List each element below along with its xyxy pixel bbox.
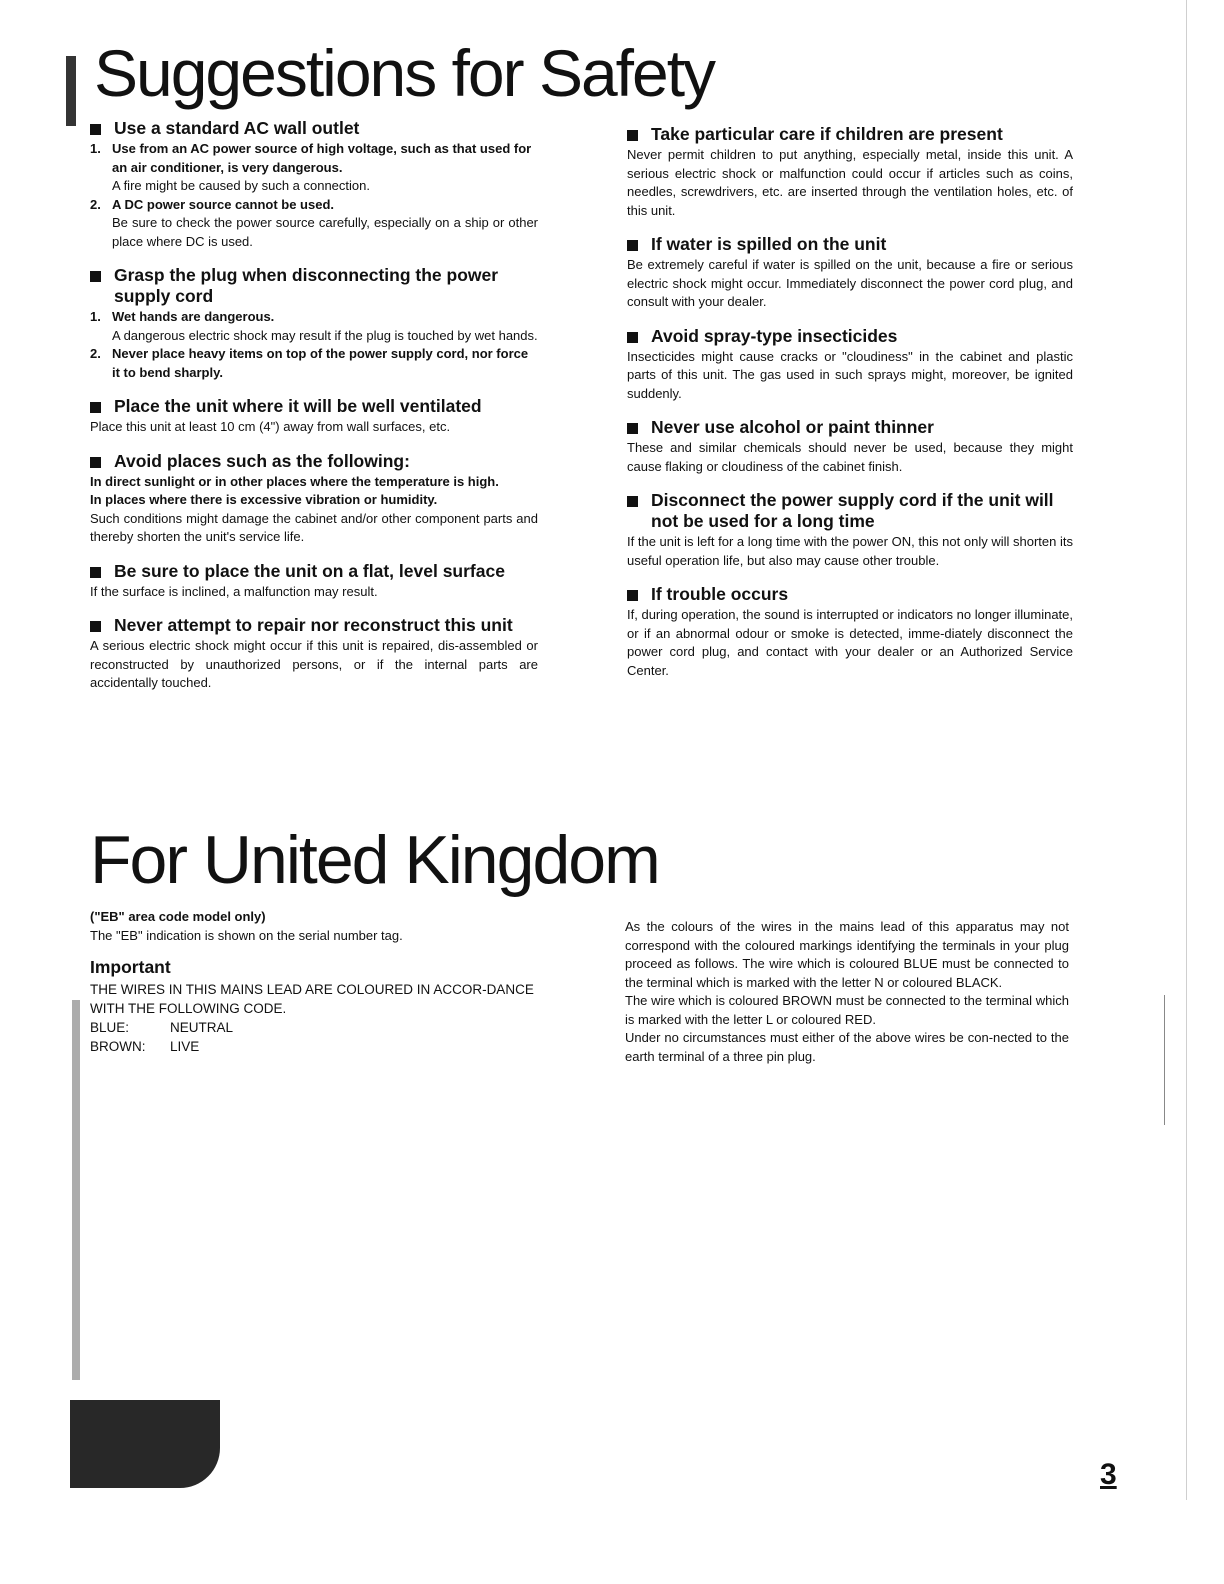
section-grasp-plug bbox=[90, 265, 538, 382]
page-number: 3 bbox=[1100, 1458, 1117, 1491]
section-heading: Never attempt to repair nor reconstruct this unit bbox=[90, 615, 538, 636]
bullet-square-icon bbox=[627, 240, 638, 251]
section-heading: Avoid spray-type insecticides bbox=[627, 326, 1073, 347]
bullet-square-icon bbox=[90, 567, 101, 578]
bold-line: In places where there is excessive vibration or humidity. bbox=[90, 492, 438, 507]
section-level-surface bbox=[90, 561, 538, 602]
safety-left-column bbox=[90, 118, 538, 707]
section-ventilated bbox=[90, 396, 538, 437]
section-heading: Never use alcohol or paint thinner bbox=[627, 417, 1073, 438]
bullet-square-icon bbox=[90, 621, 101, 632]
section-body: If the unit is left for a long time with the power ON, this not only will shorten its useful operation life, but also may cause other trouble. bbox=[627, 534, 1073, 568]
section-heading: If trouble occurs bbox=[627, 584, 1073, 605]
section-ac-outlet bbox=[90, 118, 538, 251]
section-body: If the surface is inclined, a malfunction may result. bbox=[90, 583, 378, 599]
bullet-square-icon bbox=[90, 124, 101, 135]
section-alcohol bbox=[627, 417, 1073, 476]
section-body: Such conditions might damage the cabinet and/or other component parts and thereby shorten the unit's service life. bbox=[90, 510, 538, 544]
section-disconnect bbox=[627, 490, 1073, 570]
scan-mark-top bbox=[66, 56, 76, 126]
uk-left-column bbox=[90, 908, 540, 1056]
section-heading: Disconnect the power supply cord if the unit will not be used for a long time bbox=[627, 490, 1073, 532]
section-avoid-places bbox=[90, 451, 538, 547]
section-heading: Avoid places such as the following: bbox=[90, 451, 538, 472]
section-body: Insecticides might cause cracks or "cloudiness" in the cabinet and plastic parts of this unit. The gas used in such sprays might, moreover, be ignited suddenly. bbox=[627, 348, 1073, 401]
section-heading: Use a standard AC wall outlet bbox=[90, 118, 538, 139]
uk-title: For United Kingdom bbox=[90, 822, 659, 898]
uk-right-column bbox=[625, 918, 1069, 1066]
section-body: Never permit children to put anything, especially metal, inside this unit. A serious electric shock or malfunction could occur if articles such as coins, needles, screwdrivers, etc. are inserted through the ventilation holes, etc. of this unit. bbox=[627, 147, 1073, 218]
scan-edge-line bbox=[1164, 995, 1165, 1125]
section-body: Be extremely careful if water is spilled on the unit, because a fire or serious electric shock might occur. Immediately disconnect the power cord plug, and consult with your dealer. bbox=[627, 257, 1073, 309]
scan-mark-left-edge bbox=[72, 1000, 80, 1380]
section-repair bbox=[90, 615, 538, 693]
section-heading: Grasp the plug when disconnecting the power supply cord bbox=[90, 265, 538, 307]
section-body: Place this unit at least 10 cm (4") away from wall surfaces, etc. bbox=[90, 419, 451, 434]
bold-line: In direct sunlight or in other places where the temperature is high. bbox=[90, 473, 499, 489]
section-body: A serious electric shock might occur if this unit is repaired, dis-assembled or reconstructed by unauthorized persons, or if the internal parts are accidentally touched. bbox=[90, 638, 538, 690]
list-item: 1. Wet hands are dangerous. A dangerous electric shock may result if the plug is touched by wet hands. bbox=[90, 309, 538, 343]
tag-note: The "EB" indication is shown on the serial number tag. bbox=[90, 927, 403, 943]
section-heading: Place the unit where it will be well ventilated bbox=[90, 396, 538, 417]
scan-edge-line bbox=[1186, 0, 1187, 1500]
page-title: Suggestions for Safety bbox=[94, 36, 715, 110]
wire-code-row: BLUE: NEUTRAL bbox=[90, 1020, 234, 1035]
section-heading: Take particular care if children are present bbox=[627, 124, 1073, 145]
wire-code-row: BROWN: LIVE bbox=[90, 1039, 200, 1054]
bullet-square-icon bbox=[90, 271, 101, 282]
list-item: 2. A DC power source cannot be used. Be sure to check the power source carefully, especially on a ship or other place where DC is used. bbox=[90, 196, 538, 249]
bullet-square-icon bbox=[90, 457, 101, 468]
section-heading: If water is spilled on the unit bbox=[627, 234, 1073, 255]
bullet-square-icon bbox=[627, 332, 638, 343]
uk-paragraph: The wire which is coloured BROWN must be connected to the terminal which is marked with the letter L or coloured RED. bbox=[625, 993, 1069, 1027]
scan-mark-bottom bbox=[70, 1400, 220, 1488]
model-note: ("EB" area code model only) bbox=[90, 909, 266, 924]
bullet-square-icon bbox=[627, 496, 638, 507]
bullet-square-icon bbox=[627, 130, 638, 141]
bullet-square-icon bbox=[627, 423, 638, 434]
section-heading: Be sure to place the unit on a flat, level surface bbox=[90, 561, 538, 582]
important-heading: Important bbox=[90, 957, 171, 977]
uk-paragraph: As the colours of the wires in the mains lead of this apparatus may not correspond with the coloured markings identifying the terminals in your plug proceed as follows. The wire which is coloured BLUE must be connected to the terminal which is marked with the letter N or coloured BLACK. bbox=[625, 919, 1069, 990]
section-body: These and similar chemicals should never be used, because they might cause flaking or cloudiness of the cabinet finish. bbox=[627, 440, 1073, 474]
list-item: 2. Never place heavy items on top of the power supply cord, nor force it to bend sharply. bbox=[90, 346, 529, 380]
section-body: If, during operation, the sound is interrupted or indicators no longer illuminate, or if an abnormal odour or smoke is detected, imme-diately disconnect the power cord plug, and contact with your dealer or an Authorized Service Center. bbox=[627, 607, 1073, 678]
list-item: 1. Use from an AC power source of high voltage, such as that used for an air conditioner, is very dangerous. A fire might be caused by such a connection. bbox=[90, 141, 532, 193]
section-trouble bbox=[627, 584, 1073, 680]
safety-right-column bbox=[627, 124, 1073, 694]
section-water bbox=[627, 234, 1073, 312]
bullet-square-icon bbox=[627, 590, 638, 601]
section-insecticides bbox=[627, 326, 1073, 404]
bullet-square-icon bbox=[90, 402, 101, 413]
uk-paragraph: Under no circumstances must either of the above wires be con-nected to the earth terminal of a three pin plug. bbox=[625, 1030, 1069, 1064]
important-text: THE WIRES IN THIS MAINS LEAD ARE COLOURED IN ACCOR-DANCE WITH THE FOLLOWING CODE. bbox=[90, 982, 534, 1016]
section-children bbox=[627, 124, 1073, 220]
